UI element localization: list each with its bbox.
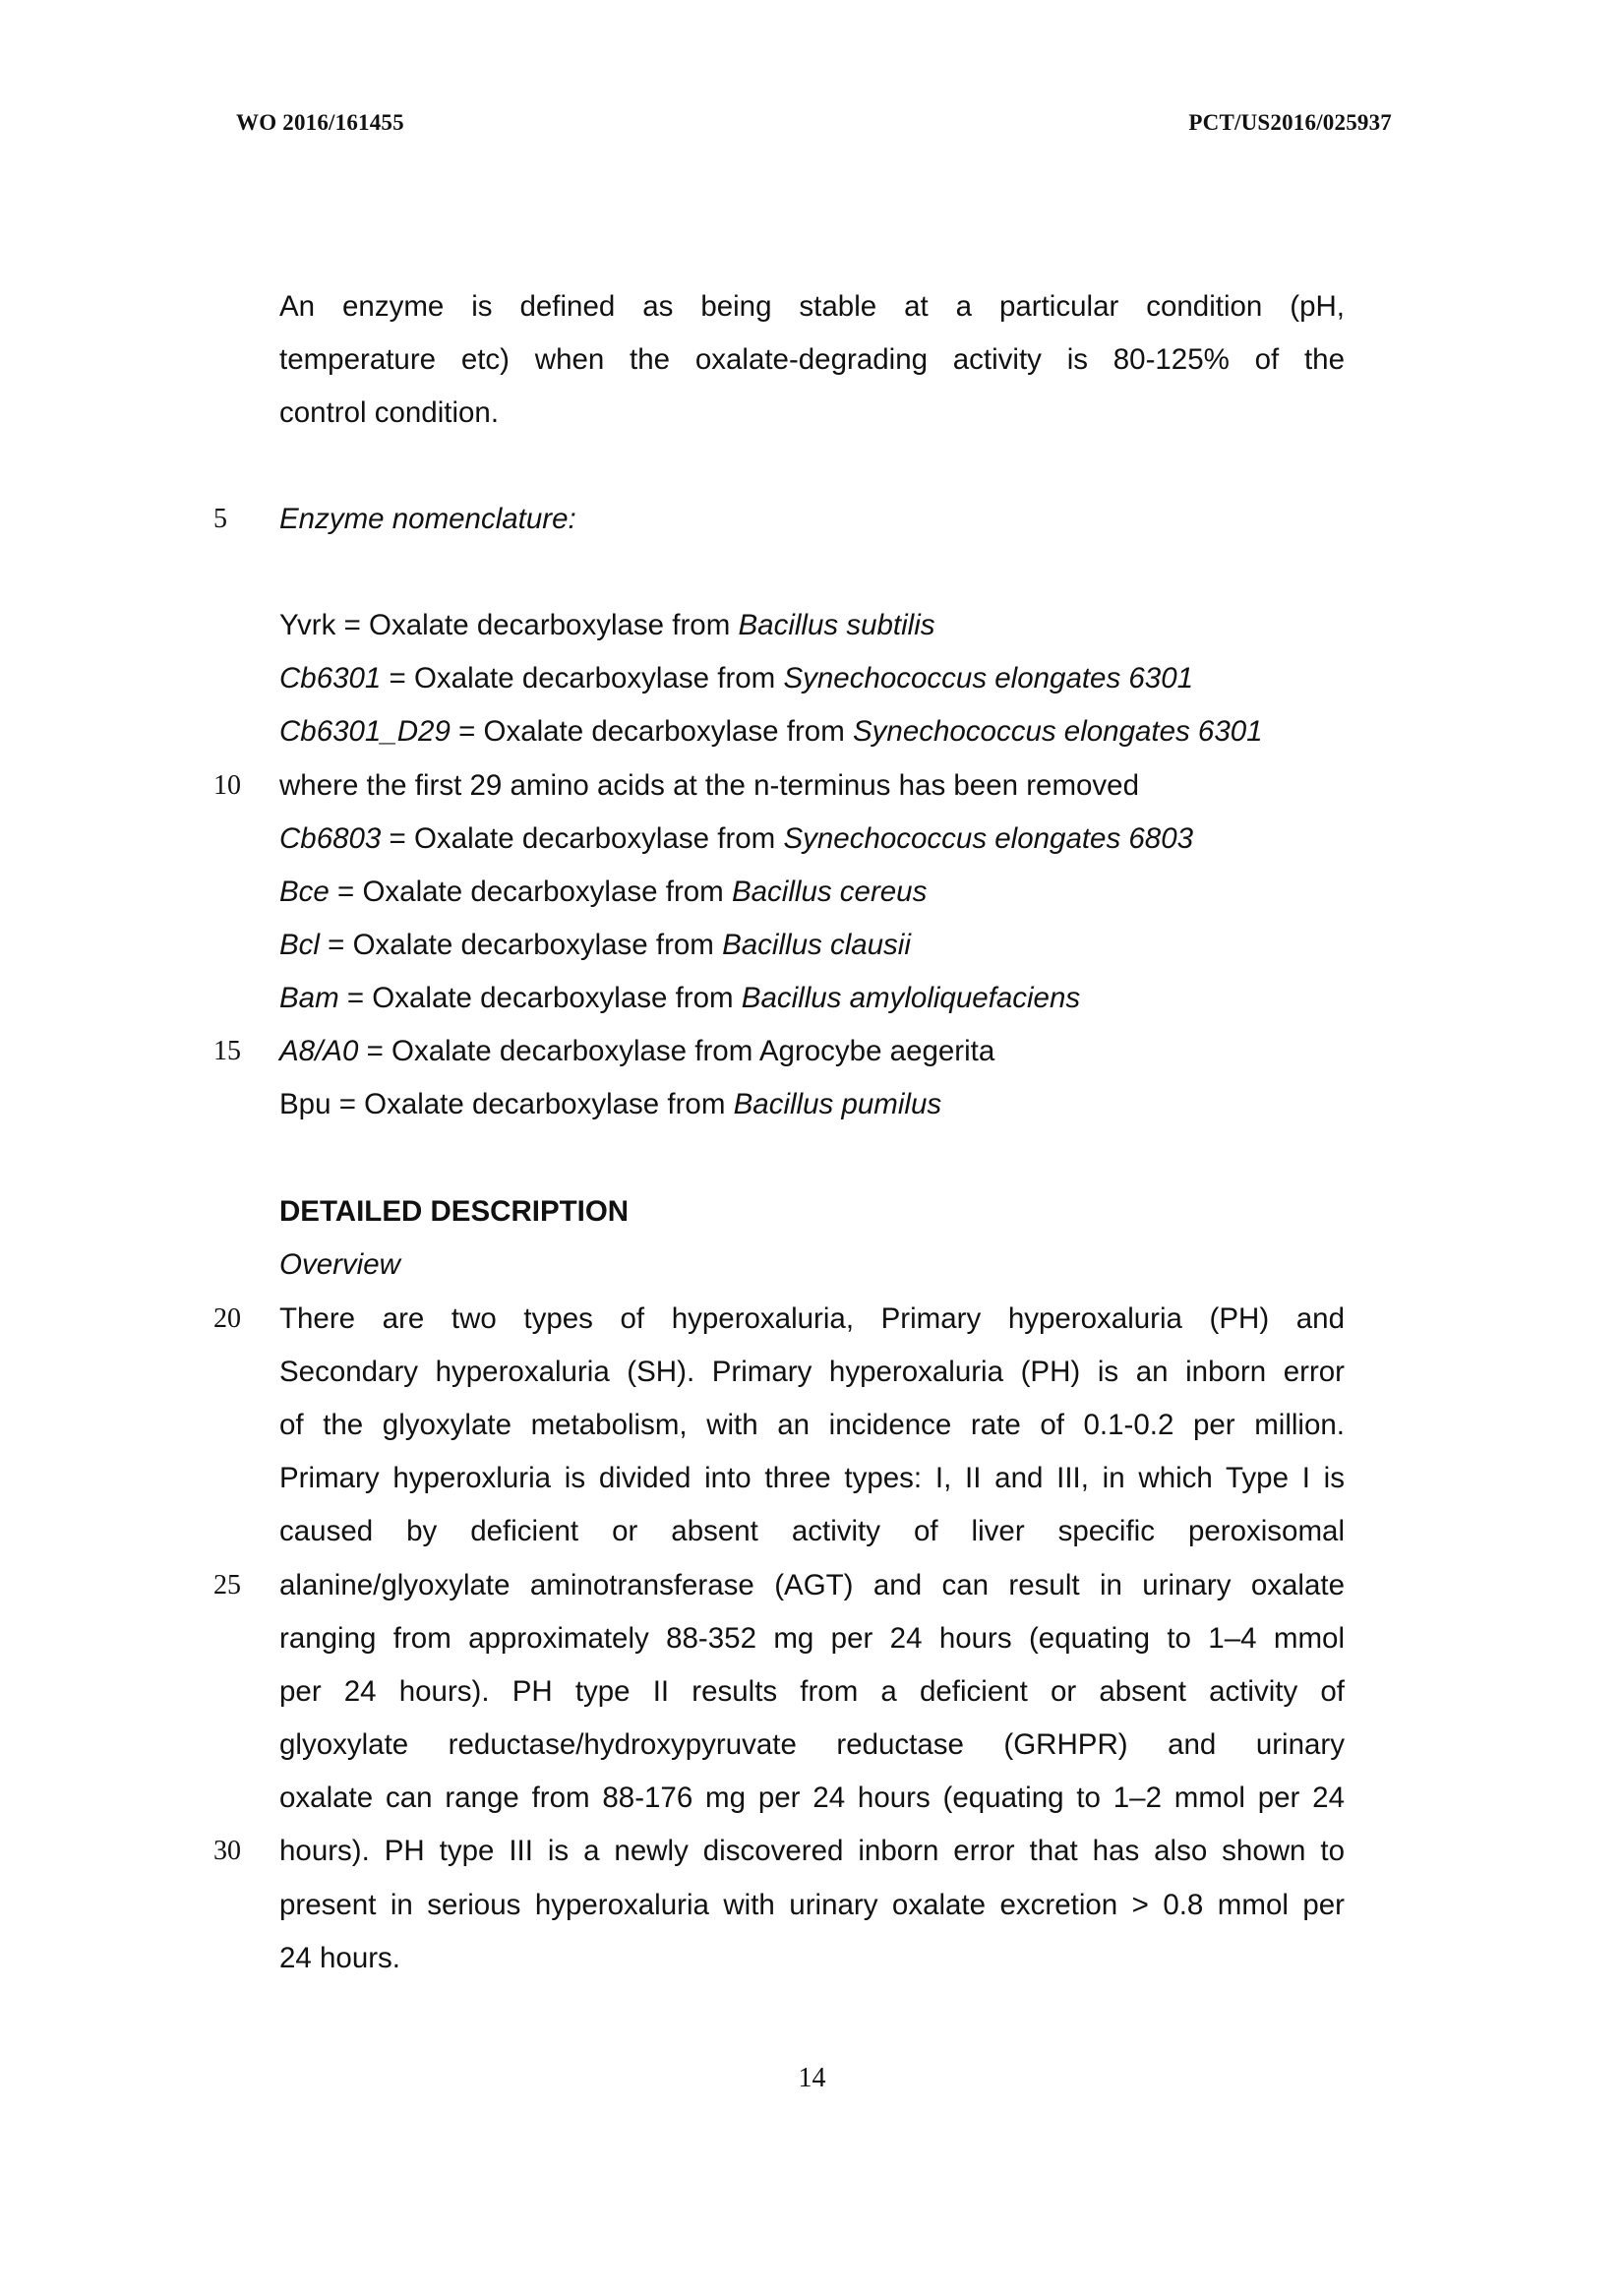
line-number: 30: [213, 1836, 241, 1866]
enzyme-abbreviation: Cb6803: [279, 822, 382, 855]
text-line: control condition.: [279, 396, 500, 429]
text-line: present in serious hyperoxaluria with urinary oxalate excretion > 0.8 mmol per: [279, 1889, 1345, 1921]
source-organism: Agrocybe aegerita: [758, 1035, 995, 1067]
nomenclature-entry: [279, 1085, 1345, 1124]
enzyme-abbreviation: A8/A0: [279, 1035, 359, 1067]
application-number: PCT/US2016/025937: [1188, 110, 1392, 135]
enzyme-abbreviation: Bpu: [279, 1088, 331, 1120]
entry-definition: = Oxalate decarboxylase from: [329, 876, 732, 908]
entry-definition: = Oxalate decarboxylase from: [381, 662, 784, 695]
enzyme-abbreviation: Bcl: [279, 929, 320, 961]
text-line: There are two types of hyperoxaluria, Primary hyperoxaluria (PH) and: [279, 1302, 1345, 1335]
nomenclature-entry: [279, 819, 1345, 859]
nomenclature-entry: [279, 1032, 1345, 1071]
text-line: of the glyoxylate metabolism, with an incidence rate of 0.1-0.2 per million.: [279, 1409, 1345, 1441]
text-line: 24 hours.: [279, 1942, 400, 1974]
text-line: hours). PH type III is a newly discovered inborn error that has also shown to: [279, 1835, 1345, 1867]
enzyme-abbreviation: Bam: [279, 982, 339, 1014]
text-line: alanine/glyoxylate aminotransferase (AGT) and can result in urinary oxalate: [279, 1569, 1345, 1601]
entry-definition: = Oxalate decarboxylase from: [381, 822, 784, 855]
entry-definition: = Oxalate decarboxylase from: [335, 609, 739, 641]
nomenclature-entry: [279, 712, 1345, 752]
source-organism: Bacillus clausii: [722, 929, 911, 961]
enzyme-abbreviation: Bce: [279, 876, 330, 908]
nomenclature-entry: [279, 659, 1345, 698]
entry-definition: = Oxalate decarboxylase from: [338, 982, 742, 1014]
entry-definition: = Oxalate decarboxylase from: [331, 1088, 734, 1120]
text-line: Secondary hyperoxaluria (SH). Primary hyperoxaluria (PH) is an inborn error: [279, 1356, 1345, 1388]
enzyme-abbreviation: Yvrk: [279, 609, 336, 641]
section-heading: Enzyme nomenclature:: [279, 503, 576, 535]
line-number: 20: [213, 1303, 241, 1334]
nomenclature-entry: [279, 926, 1345, 965]
text-line: temperature etc) when the oxalate-degrading activity is 80-125% of the: [279, 343, 1345, 376]
line-number: 15: [213, 1036, 241, 1066]
nomenclature-entry: [279, 606, 1345, 645]
line-number: 25: [213, 1570, 241, 1600]
line-number: 5: [213, 504, 227, 534]
enzyme-abbreviation: Cb6301_D29: [279, 715, 451, 748]
source-organism: Bacillus amyloliquefaciens: [741, 982, 1081, 1014]
page-number: 14: [798, 2063, 826, 2093]
entry-definition: = Oxalate decarboxylase from: [358, 1035, 759, 1067]
text-line: caused by deficient or absent activity of liver specific peroxisomal: [279, 1515, 1345, 1547]
source-organism: Synechococcus elongates 6803: [783, 822, 1194, 855]
nomenclature-entry: [279, 873, 1345, 912]
text-line: Primary hyperoxluria is divided into three types: I, II and III, in which Type I is: [279, 1462, 1345, 1494]
entry-definition: = Oxalate decarboxylase from: [450, 715, 853, 748]
entry-definition: = Oxalate decarboxylase from: [319, 929, 723, 961]
enzyme-abbreviation: Cb6301: [279, 662, 382, 695]
text-line: glyoxylate reductase/hydroxypyruvate reductase (GRHPR) and urinary: [279, 1728, 1345, 1761]
source-organism: Synechococcus elongates 6301: [852, 715, 1263, 748]
text-line: An enzyme is defined as being stable at a particular condition (pH,: [279, 290, 1345, 323]
line-number: 10: [213, 770, 241, 801]
nomenclature-entry: [279, 979, 1345, 1018]
text-line: ranging from approximately 88-352 mg per 24 hours (equating to 1–4 mmol: [279, 1622, 1345, 1655]
subsection-heading: Overview: [279, 1248, 400, 1281]
source-organism: Bacillus cereus: [731, 876, 928, 908]
section-heading: DETAILED DESCRIPTION: [279, 1195, 630, 1228]
text-line: oxalate can range from 88-176 mg per 24 hours (equating to 1–2 mmol per 24: [279, 1782, 1345, 1814]
source-organism: Bacillus pumilus: [733, 1088, 942, 1120]
source-organism: Bacillus subtilis: [738, 609, 935, 641]
text-line: per 24 hours). PH type II results from a deficient or absent activity of: [279, 1675, 1345, 1708]
nomenclature-continuation: where the first 29 amino acids at the n-terminus has been removed: [279, 769, 1139, 802]
publication-number: WO 2016/161455: [236, 110, 404, 135]
source-organism: Synechococcus elongates 6301: [783, 662, 1194, 695]
